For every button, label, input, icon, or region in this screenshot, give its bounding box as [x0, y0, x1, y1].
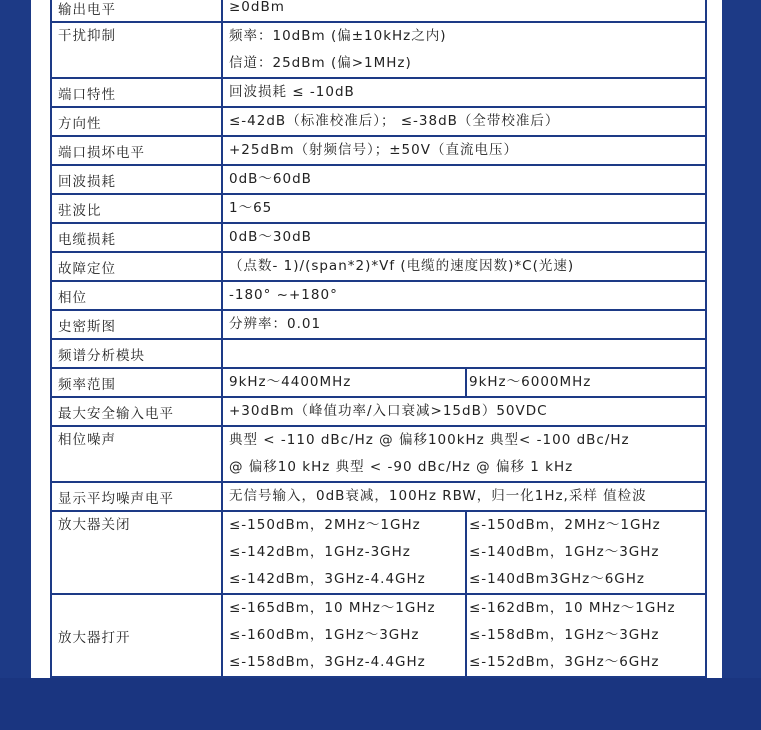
row-value: ≤-42dB（标准校准后）； ≤-38dB（全带校准后）: [229, 113, 560, 129]
row-value-line: 信道：25dBm (偏>1MHz): [229, 55, 412, 71]
row-value: 无信号输入，0dB衰减，100Hz RBW，归一化1Hz,采样 值检波: [229, 488, 647, 504]
row-value: ≥0dBm: [229, 0, 285, 15]
row-label: 故障定位: [51, 252, 222, 281]
row-label: 输出电平: [51, 0, 222, 22]
table-row: [51, 22, 706, 78]
row-value: 0dB～60dB: [229, 171, 312, 187]
row-value-line: ≤-160dBm，1GHz～3GHz: [229, 627, 420, 643]
row-value-line: @ 偏移10 kHz 典型 < -90 dBc/Hz @ 偏移 1 kHz: [229, 459, 574, 475]
row-value-line: ≤-152dBm，3GHz～6GHz: [469, 654, 660, 670]
table-row: [51, 0, 706, 22]
section-header: 频谱分析模块: [51, 339, 222, 368]
row-value-line: ≤-142dBm，1GHz-3GHz: [229, 544, 411, 560]
footer-band: [0, 678, 761, 730]
row-value: 0dB～30dB: [229, 229, 312, 245]
row-value: 回波损耗 ≤ -10dB: [229, 84, 355, 100]
row-value: 分辨率：0.01: [229, 316, 322, 332]
row-value-line: ≤-162dBm，10 MHz～1GHz: [469, 600, 676, 616]
table-row: [51, 107, 706, 136]
row-label: 史密斯图: [51, 310, 222, 339]
row-label: 相位: [51, 281, 222, 310]
table-row: [51, 136, 706, 165]
row-label: 放大器关闭: [58, 517, 131, 533]
row-value-right: 9kHz～6000MHz: [469, 374, 592, 390]
row-label: 频率范围: [51, 368, 222, 397]
row-value: +30dBm（峰值功率/入口衰减>15dB）50VDC: [229, 403, 548, 419]
table-row: [51, 281, 706, 310]
row-label: 放大器打开: [51, 594, 222, 677]
row-value: 1～65: [229, 200, 273, 216]
table-row: [51, 339, 706, 368]
table-row: [51, 397, 706, 426]
row-value: -180° ~+180°: [229, 287, 338, 303]
table-row: [51, 594, 706, 677]
table-row: [51, 426, 706, 482]
spec-table: [50, 0, 707, 678]
row-value: （点数- 1)/(span*2)*Vf (电缆的速度因数)*C(光速): [229, 258, 575, 274]
row-value-line: ≤-150dBm，2MHz～1GHz: [229, 517, 421, 533]
row-value-line: ≤-150dBm，2MHz～1GHz: [469, 517, 661, 533]
row-label: 相位噪声: [58, 432, 116, 448]
row-label: 干扰抑制: [58, 28, 116, 44]
row-value-line: ≤-142dBm，3GHz-4.4GHz: [229, 571, 426, 587]
row-label: 回波损耗: [51, 165, 222, 194]
table-row: [51, 194, 706, 223]
row-label: 端口特性: [51, 78, 222, 107]
row-value-line: ≤-165dBm，10 MHz～1GHz: [229, 600, 436, 616]
table-row: [51, 223, 706, 252]
table-row: [51, 310, 706, 339]
table-row: [51, 165, 706, 194]
row-label: 驻波比: [51, 194, 222, 223]
row-value: [229, 340, 699, 367]
row-label: 方向性: [51, 107, 222, 136]
table-row: [51, 368, 706, 397]
row-value-line: 频率：10dBm (偏±10kHz之内): [229, 28, 447, 44]
row-value-line: ≤-140dBm，1GHz～3GHz: [469, 544, 660, 560]
row-label: 电缆损耗: [51, 223, 222, 252]
row-label: 最大安全输入电平: [51, 397, 222, 426]
row-value-left: 9kHz～4400MHz: [229, 374, 352, 390]
table-row: [51, 252, 706, 281]
row-label: 端口损坏电平: [51, 136, 222, 165]
row-value-line: ≤-140dBm3GHz～6GHz: [469, 571, 646, 587]
table-row: [51, 511, 706, 594]
row-label: 显示平均噪声电平: [51, 482, 222, 511]
row-value-line: 典型 < -110 dBc/Hz @ 偏移100kHz 典型< -100 dBc/Hz: [229, 432, 630, 448]
row-value-line: ≤-158dBm，3GHz-4.4GHz: [229, 654, 426, 670]
row-value-line: ≤-158dBm，1GHz～3GHz: [469, 627, 660, 643]
table-row: [51, 482, 706, 511]
table-row: [51, 78, 706, 107]
row-value: +25dBm（射频信号）；±50V（直流电压）: [229, 142, 518, 158]
